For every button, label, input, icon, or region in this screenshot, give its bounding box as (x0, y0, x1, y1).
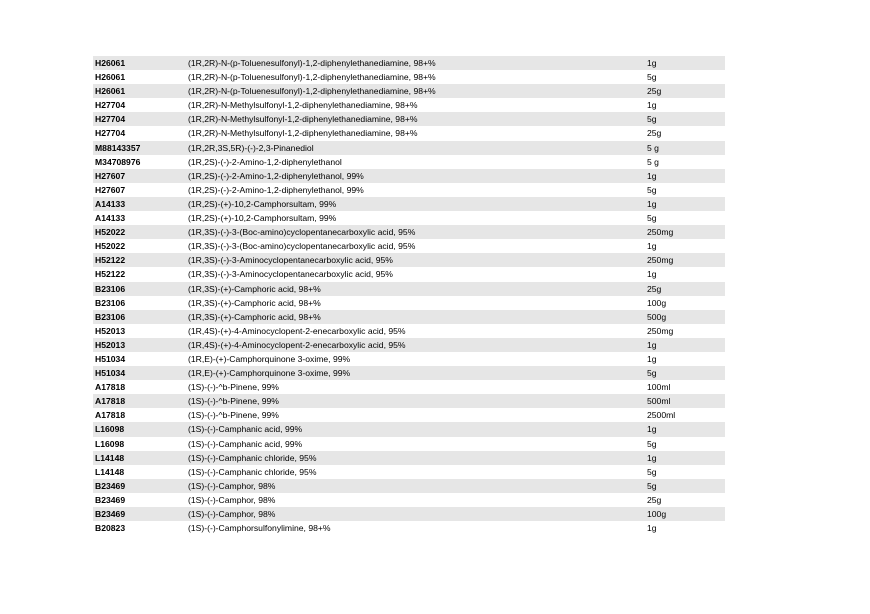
catalog-number: B23106 (95, 297, 126, 308)
package-size: 250mg (647, 325, 674, 336)
table-row (93, 338, 725, 352)
table-row (93, 521, 725, 535)
table-row (93, 112, 725, 126)
product-name: (1R,2R)-N-Methylsulfonyl-1,2-diphenylethanediamine, 98+% (188, 128, 418, 139)
product-name: (1R,E)-(+)-Camphorquinone 3-oxime, 99% (188, 368, 351, 379)
catalog-number: B23106 (95, 283, 126, 294)
product-name: (1S)-(-)-^b-Pinene, 99% (188, 410, 279, 421)
package-size: 100ml (647, 382, 671, 393)
product-table (93, 56, 725, 535)
catalog-number: B23469 (95, 509, 126, 519)
package-size: 250mg (647, 255, 674, 266)
table-row (93, 408, 725, 422)
catalog-number: H27704 (95, 114, 126, 125)
package-size: 5g (647, 213, 657, 224)
catalog-number: B23469 (95, 494, 126, 505)
catalog-number: H52122 (95, 255, 126, 266)
table-row (93, 84, 725, 98)
table-row (93, 126, 725, 140)
product-name: (1R,2R)-N-(p-Toluenesulfonyl)-1,2-diphenylethanediamine, 98+% (188, 58, 436, 68)
product-name: (1R,2S)-(-)-2-Amino-1,2-diphenylethanol, 99% (188, 184, 364, 195)
package-size: 5 g (647, 142, 659, 153)
package-size: 1g (647, 198, 657, 209)
catalog-number: H27704 (95, 100, 126, 111)
table-row (93, 437, 725, 451)
product-name: (1S)-(-)-Camphanic chloride, 95% (188, 452, 317, 463)
table-row (93, 310, 725, 324)
package-size: 1g (647, 424, 657, 435)
catalog-number: H52013 (95, 339, 126, 350)
table-row (93, 380, 725, 394)
catalog-number: H51034 (95, 353, 126, 364)
table-row (93, 352, 725, 366)
product-name: (1R,3S)-(-)-3-Aminocyclopentanecarboxylic acid, 95% (188, 269, 393, 280)
package-size: 5g (647, 184, 657, 195)
package-size: 500ml (647, 396, 671, 407)
product-name: (1R,2R)-N-Methylsulfonyl-1,2-diphenylethanediamine, 98+% (188, 114, 418, 125)
package-size: 1g (647, 353, 657, 364)
package-size: 25g (647, 494, 662, 505)
package-size: 5g (647, 368, 657, 379)
product-name: (1R,2R)-N-(p-Toluenesulfonyl)-1,2-diphenylethanediamine, 98+% (188, 86, 436, 97)
package-size: 5g (647, 72, 657, 83)
table-row (93, 211, 725, 225)
table-row (93, 141, 725, 155)
product-name: (1R,4S)-(+)-4-Aminocyclopent-2-enecarboxylic acid, 95% (188, 325, 406, 336)
catalog-number: A17818 (95, 410, 126, 421)
package-size: 5g (647, 466, 657, 477)
catalog-number: B23469 (95, 480, 126, 491)
product-name: (1S)-(-)-Camphorsulfonylimine, 98+% (188, 523, 331, 534)
package-size: 5g (647, 438, 657, 449)
product-name: (1R,2R)-N-(p-Toluenesulfonyl)-1,2-diphenylethanediamine, 98+% (188, 72, 436, 83)
catalog-number: A17818 (95, 396, 126, 407)
package-size: 500g (647, 311, 667, 322)
catalog-number: B23106 (95, 311, 126, 322)
table-row (93, 366, 725, 380)
catalog-number: B20823 (95, 523, 126, 534)
catalog-number: H52022 (95, 241, 126, 252)
catalog-number: H26061 (95, 58, 126, 68)
catalog-number: H26061 (95, 86, 126, 97)
catalog-number: H26061 (95, 72, 126, 83)
product-name: (1R,3S)-(+)-Camphoric acid, 98+% (188, 311, 321, 322)
catalog-number: A17818 (95, 382, 126, 393)
package-size: 25g (647, 283, 662, 294)
product-name: (1R,2S)-(+)-10,2-Camphorsultam, 99% (188, 198, 337, 209)
package-size: 1g (647, 241, 657, 252)
catalog-number: L14148 (95, 452, 125, 463)
table-row (93, 169, 725, 183)
table-row (93, 507, 725, 521)
catalog-number: H27607 (95, 170, 126, 181)
package-size: 5 g (647, 156, 659, 167)
product-name: (1R,3S)-(+)-Camphoric acid, 98+% (188, 297, 321, 308)
package-size: 1g (647, 339, 657, 350)
table-row (93, 70, 725, 84)
package-size: 5g (647, 114, 657, 125)
catalog-number: M88143357 (95, 142, 141, 153)
package-size: 1g (647, 269, 657, 280)
table-row (93, 394, 725, 408)
product-name: (1S)-(-)-^b-Pinene, 99% (188, 396, 279, 407)
package-size: 25g (647, 128, 662, 139)
table-row (93, 422, 725, 436)
product-name: (1R,E)-(+)-Camphorquinone 3-oxime, 99% (188, 353, 351, 364)
table-row (93, 451, 725, 465)
package-size: 1g (647, 170, 657, 181)
table-row (93, 155, 725, 169)
table-row (93, 479, 725, 493)
product-name: (1S)-(-)-Camphanic acid, 99% (188, 424, 303, 435)
catalog-number: A14133 (95, 198, 126, 209)
catalog-number: L14148 (95, 466, 125, 477)
product-name: (1S)-(-)-Camphor, 98% (188, 494, 276, 505)
table-row (93, 197, 725, 211)
catalog-number: H52122 (95, 269, 126, 280)
product-name: (1S)-(-)-Camphor, 98% (188, 509, 276, 519)
product-name: (1R,2S)-(-)-2-Amino-1,2-diphenylethanol, 99% (188, 170, 364, 181)
catalog-number: M34708976 (95, 156, 141, 167)
table-row (93, 493, 725, 507)
package-size: 2500ml (647, 410, 676, 421)
product-name: (1R,2R)-N-Methylsulfonyl-1,2-diphenylethanediamine, 98+% (188, 100, 418, 111)
package-size: 1g (647, 58, 657, 68)
table-row (93, 98, 725, 112)
product-name: (1R,3S)-(-)-3-Aminocyclopentanecarboxylic acid, 95% (188, 255, 393, 266)
table-row (93, 183, 725, 197)
table-row (93, 296, 725, 310)
product-name: (1S)-(-)-^b-Pinene, 99% (188, 382, 279, 393)
package-size: 25g (647, 86, 662, 97)
product-name: (1R,2R,3S,5R)-(-)-2,3-Pinanediol (188, 142, 314, 153)
package-size: 1g (647, 523, 657, 534)
product-name: (1S)-(-)-Camphor, 98% (188, 480, 276, 491)
catalog-number: H27704 (95, 128, 126, 139)
catalog-number: H52022 (95, 227, 126, 238)
table-row (93, 324, 725, 338)
table-row (93, 225, 725, 239)
catalog-number: L16098 (95, 438, 125, 449)
catalog-number: A14133 (95, 213, 126, 224)
package-size: 100g (647, 297, 667, 308)
product-name: (1S)-(-)-Camphanic chloride, 95% (188, 466, 317, 477)
table-row (93, 239, 725, 253)
catalog-number: H51034 (95, 368, 126, 379)
product-name: (1R,3S)-(-)-3-(Boc-amino)cyclopentanecarboxylic acid, 95% (188, 241, 416, 252)
product-name: (1R,2S)-(-)-2-Amino-1,2-diphenylethanol (188, 156, 342, 167)
catalog-number: H27607 (95, 184, 126, 195)
table-row (93, 253, 725, 267)
product-name: (1R,3S)-(-)-3-(Boc-amino)cyclopentanecarboxylic acid, 95% (188, 227, 416, 238)
package-size: 100g (647, 509, 667, 519)
package-size: 5g (647, 480, 657, 491)
product-name: (1R,4S)-(+)-4-Aminocyclopent-2-enecarboxylic acid, 95% (188, 339, 406, 350)
table-row (93, 282, 725, 296)
product-name: (1S)-(-)-Camphanic acid, 99% (188, 438, 303, 449)
package-size: 1g (647, 452, 657, 463)
package-size: 1g (647, 100, 657, 111)
product-name: (1R,3S)-(+)-Camphoric acid, 98+% (188, 283, 321, 294)
table-row (93, 267, 725, 281)
package-size: 250mg (647, 227, 674, 238)
catalog-number: L16098 (95, 424, 125, 435)
table-row (93, 465, 725, 479)
product-name: (1R,2S)-(+)-10,2-Camphorsultam, 99% (188, 213, 337, 224)
catalog-number: H52013 (95, 325, 126, 336)
table-row (93, 56, 725, 70)
